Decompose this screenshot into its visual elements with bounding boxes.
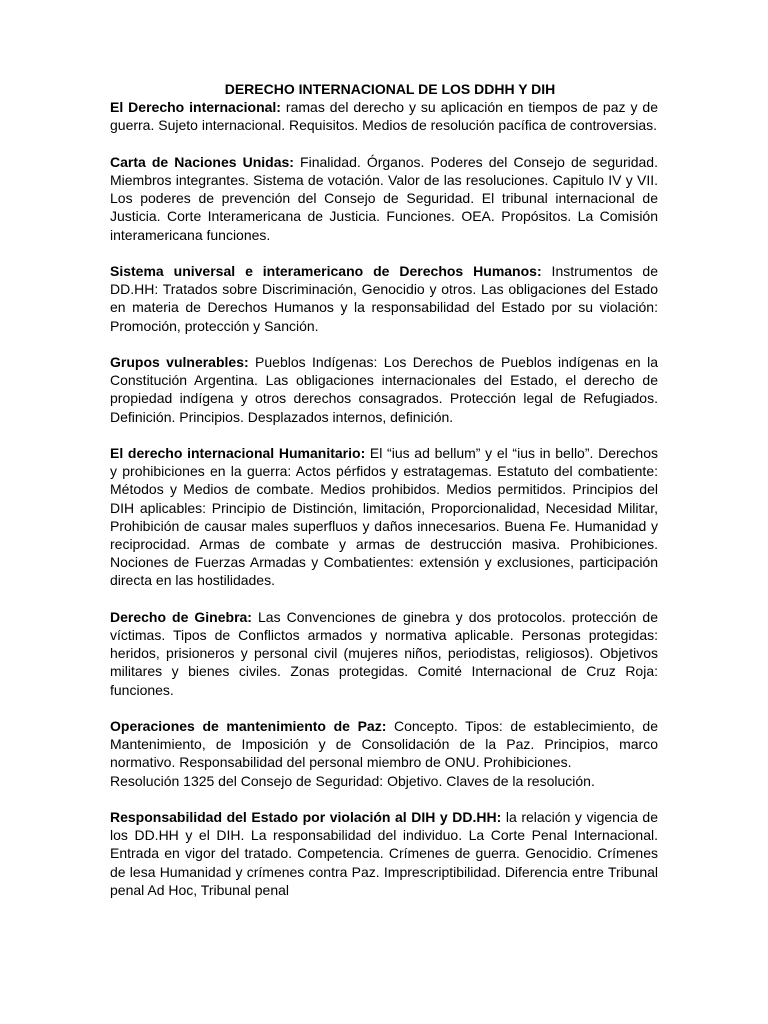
section-extra-line: Resolución 1325 del Consejo de Seguridad: Objetivo. Claves de la resolución. (110, 772, 595, 789)
section-operaciones-paz (110, 717, 658, 790)
section-dih (110, 444, 658, 590)
section-heading: Responsabilidad del Estado por violación al DIH y DD.HH: (110, 809, 502, 826)
document-title: DERECHO INTERNACIONAL DE LOS DDHH Y DIH (224, 81, 556, 97)
section-heading: Sistema universal e interamericano de Derechos Humanos: (110, 263, 542, 279)
section-text: Pueblos Indígenas: Los Derechos de Pueblos indígenas en la Constitución Argentina. Las obligaciones internacionales del Estado, el derecho de propiedad indígena y otros derechos consagrados. Protección legal de Refugiados. Definición. Principios. Desplazados internos, definición. (110, 354, 658, 425)
section-responsabilidad-estado (110, 808, 658, 899)
section-heading: El Derecho internacional: (110, 99, 281, 116)
document-page (110, 80, 658, 899)
section-derecho-ginebra (110, 608, 658, 699)
section-text: ramas del derecho y su aplicación en tiempos de paz y de guerra. Sujeto internacional. Requisitos. Medios de resolución pacífica de controversias. (110, 99, 658, 134)
section-heading: Carta de Naciones Unidas: (110, 153, 294, 170)
section-derecho-internacional (110, 98, 658, 134)
section-text: Instrumentos de DD.HH: Tratados sobre Discriminación, Genocidio y otros. Las obligaciones del Estado en materia de Derechos Humanos y la responsabilidad del Estado por su violación: Promoción, protección y Sanción. (110, 263, 658, 334)
section-heading: El derecho internacional Humanitario: (110, 445, 366, 461)
section-heading: Grupos vulnerables: (110, 354, 249, 370)
section-text: El “ius ad bellum” y el “ius in bello”. Derechos y prohibiciones en la guerra: Actos pérfidos y estratagemas. Estatuto del combatiente: Métodos y Medios de combate. Medios prohibidos. Medios permitidos. Principios del DIH aplicables: Principio de Distinción, limitación, Proporcionalidad, Necesidad Militar, Prohibición de causar males superfluos y daños innecesarios. Buena Fe. Humanidad y reciprocidad. Armas de combate y armas de destrucción masiva. Prohibiciones. Nociones de Fuerzas Armadas y Combatientes: extensión y exclusiones, participación directa en las hostilidades. (110, 445, 659, 589)
section-heading: Derecho de Ginebra: (110, 608, 252, 625)
section-heading: Operaciones de mantenimiento de Paz: (110, 718, 387, 735)
section-text: Concepto. Tipos: de establecimiento, de Mantenimiento, de Imposición y de Consolidación de la Paz. Principios, marco normativo. Responsabilidad del personal miembro de ONU. Prohibiciones. (110, 718, 658, 771)
section-text: Finalidad. Órganos. Poderes del Consejo de seguridad. Miembros integrantes. Sistema de votación. Valor de las resoluciones. Capitulo IV y VII. Los poderes de prevención del Consejo de Seguridad. El tribunal internacional de Justicia. Corte Interamericana de Justicia. Funciones. OEA. Propósitos. La Comisión interamericana funciones. (110, 153, 658, 243)
section-text: la relación y vigencia de los DD.HH y el DIH. La responsabilidad del individuo. La Corte Penal Internacional. Entrada en vigor del tratado. Competencia. Crímenes de guerra. Genocidio. Crímenes de lesa Humanidad y crímenes contra Paz. Imprescriptibilidad. Diferencia entre Tribunal penal Ad Hoc, Tribunal penal (110, 809, 659, 898)
section-sistema-universal (110, 262, 658, 335)
section-text: Las Convenciones de ginebra y dos protocolos. protección de víctimas. Tipos de Conflictos armados y normativa aplicable. Personas protegidas: heridos, prisioneros y personal civil (mujeres niños, periodistas, religiosos). Objetivos militares y bienes civiles. Zonas protegidas. Comité Internacional de Cruz Roja: funciones. (110, 608, 658, 698)
section-grupos-vulnerables (110, 353, 658, 426)
section-carta-naciones-unidas (110, 153, 658, 244)
